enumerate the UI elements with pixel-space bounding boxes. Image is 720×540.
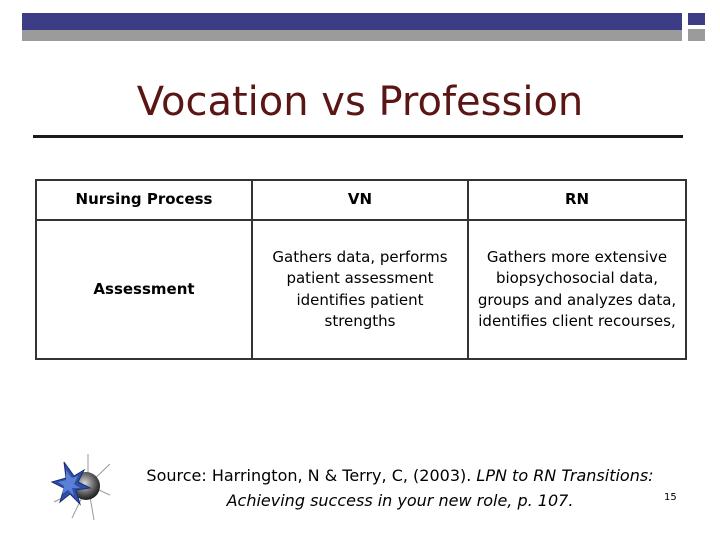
source-prefix: Source: Harrington, N & Terry, C, (2003). xyxy=(146,466,477,485)
table-header-row xyxy=(36,180,686,220)
page-number: 15 xyxy=(664,492,677,503)
row-label-assessment: Assessment xyxy=(36,220,252,359)
source-citation xyxy=(100,463,700,513)
corner-square-light xyxy=(688,29,705,41)
source-book-title-line1: LPN to RN Transitions: xyxy=(476,466,654,485)
column-header-rn: RN xyxy=(468,180,686,220)
comparison-table xyxy=(35,179,687,360)
top-band-dark xyxy=(22,13,682,30)
cell-vn-assessment: Gathers data, performs patient assessment identifies patient strengths xyxy=(252,220,468,359)
column-header-nursing-process: Nursing Process xyxy=(36,180,252,220)
slide-title: Vocation vs Profession xyxy=(136,79,584,125)
top-band-light xyxy=(22,30,682,41)
corner-square-dark xyxy=(688,13,705,25)
source-book-title-line2: Achieving success in your new role, p. 107. xyxy=(226,491,574,510)
table-row xyxy=(36,220,686,359)
column-header-vn: VN xyxy=(252,180,468,220)
cell-rn-assessment: Gathers more extensive biopsychosocial data, groups and analyzes data, identifies client recourses, xyxy=(468,220,686,359)
title-divider xyxy=(33,135,683,138)
